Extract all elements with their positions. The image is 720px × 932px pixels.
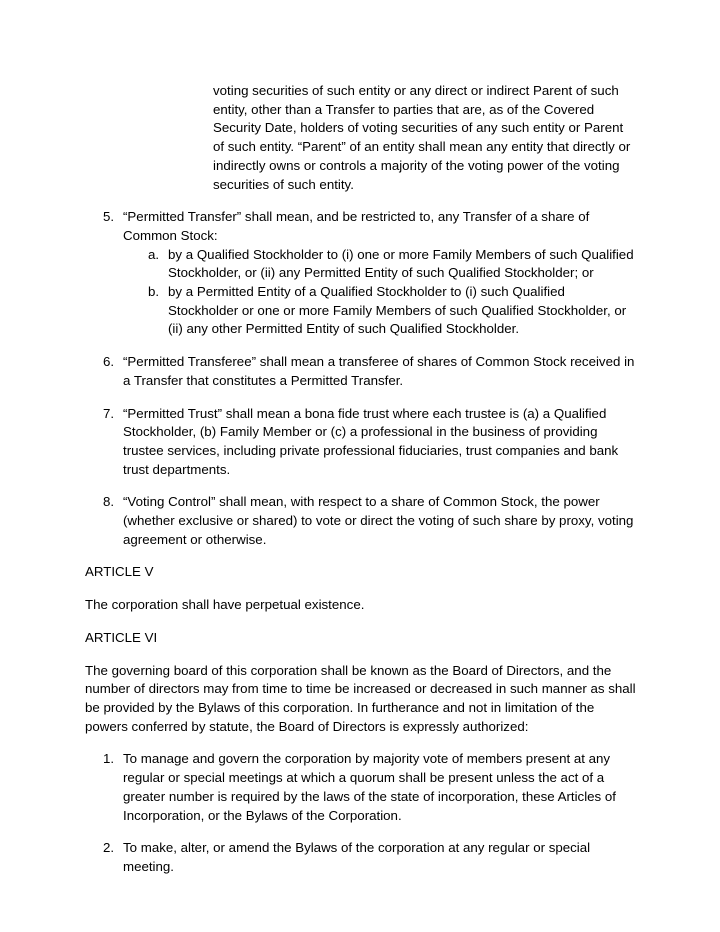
power-item-2 — [85, 839, 637, 876]
definition-item-7-text: “Permitted Trust” shall mean a bona fide trust where each trustee is (a) a Qualified Stockholder, (b) Family Member or (c) a professional in the business of providing trustee services, including private professional fiduciaries, trust companies and bank trust departments. — [123, 405, 619, 477]
definition-item-8-text: “Voting Control” shall mean, with respect to a share of Common Stock, the power (whether exclusive or shared) to vote or direct the voting of such share by proxy, voting agreement or otherwise. — [123, 494, 634, 547]
list-number: 6. — [103, 354, 115, 370]
definition-item-6 — [85, 353, 637, 390]
continuation-paragraph: voting securities of such entity or any direct or indirect Parent of such entity, other than a Transfer to parties that are, as of the Covered Security Date, holders of voting securities of any such entity or Parent of such entity. “Parent” of an entity shall mean any entity that directly or indirectly owns or controls a majority of the voting power of the voting securities of such entity. — [213, 83, 631, 192]
definition-subitem-5b-text: by a Permitted Entity of a Qualified Stockholder to (i) such Qualified Stockholder or one or more Family Members of such Qualified Stockholder, or (ii) any other Permitted Entity of such Qualified Stockholder. — [168, 284, 627, 337]
list-number: 8. — [103, 494, 115, 510]
power-item-1-text: To manage and govern the corporation by majority vote of members present at any regular or special meetings at which a quorum shall be present unless the act of a greater number is required by the laws of the state of incorporation, these Articles of Incorporation, or the Bylaws of the Corporation. — [123, 751, 616, 823]
definition-item-7 — [85, 405, 637, 480]
definition-subitem-5a-text: by a Qualified Stockholder to (i) one or more Family Members of such Qualified Stockholder, or (ii) any Permitted Entity of such Qualified Stockholder; or — [168, 246, 634, 281]
list-letter: a. — [148, 246, 160, 262]
definition-item-5-text: “Permitted Transfer” shall mean, and be restricted to, any Transfer of a share of Common Stock: — [123, 209, 590, 243]
list-number: 2. — [103, 840, 115, 856]
list-number: 1. — [103, 751, 115, 767]
definition-subitem-5a — [123, 246, 637, 283]
definition-item-5 — [85, 208, 637, 339]
article-v-heading: ARTICLE V — [85, 564, 154, 580]
power-item-2-text: To make, alter, or amend the Bylaws of the corporation at any regular or special meeting. — [123, 840, 591, 874]
definition-subitem-5b — [123, 283, 637, 339]
definition-item-6-text: “Permitted Transferee” shall mean a transferee of shares of Common Stock received in a Transfer that constitutes a Permitted Transfer. — [123, 354, 635, 388]
list-number: 7. — [103, 405, 115, 421]
definition-item-8 — [85, 493, 637, 549]
article-v-body: The corporation shall have perpetual existence. — [85, 597, 365, 613]
list-letter: b. — [148, 284, 160, 300]
definition-item-5-body — [123, 208, 637, 339]
list-number: 5. — [103, 209, 115, 225]
power-item-1 — [85, 750, 637, 825]
article-vi-body: The governing board of this corporation shall be known as the Board of Directors, and the number of directors may from time to time be increased or decreased in such manner as shall be provided by the Bylaws of this corporation. In furtherance and not in limitation of the powers conferred by statute, the Board of Directors is expressly authorized: — [85, 662, 636, 734]
article-vi-heading: ARTICLE VI — [85, 629, 158, 645]
